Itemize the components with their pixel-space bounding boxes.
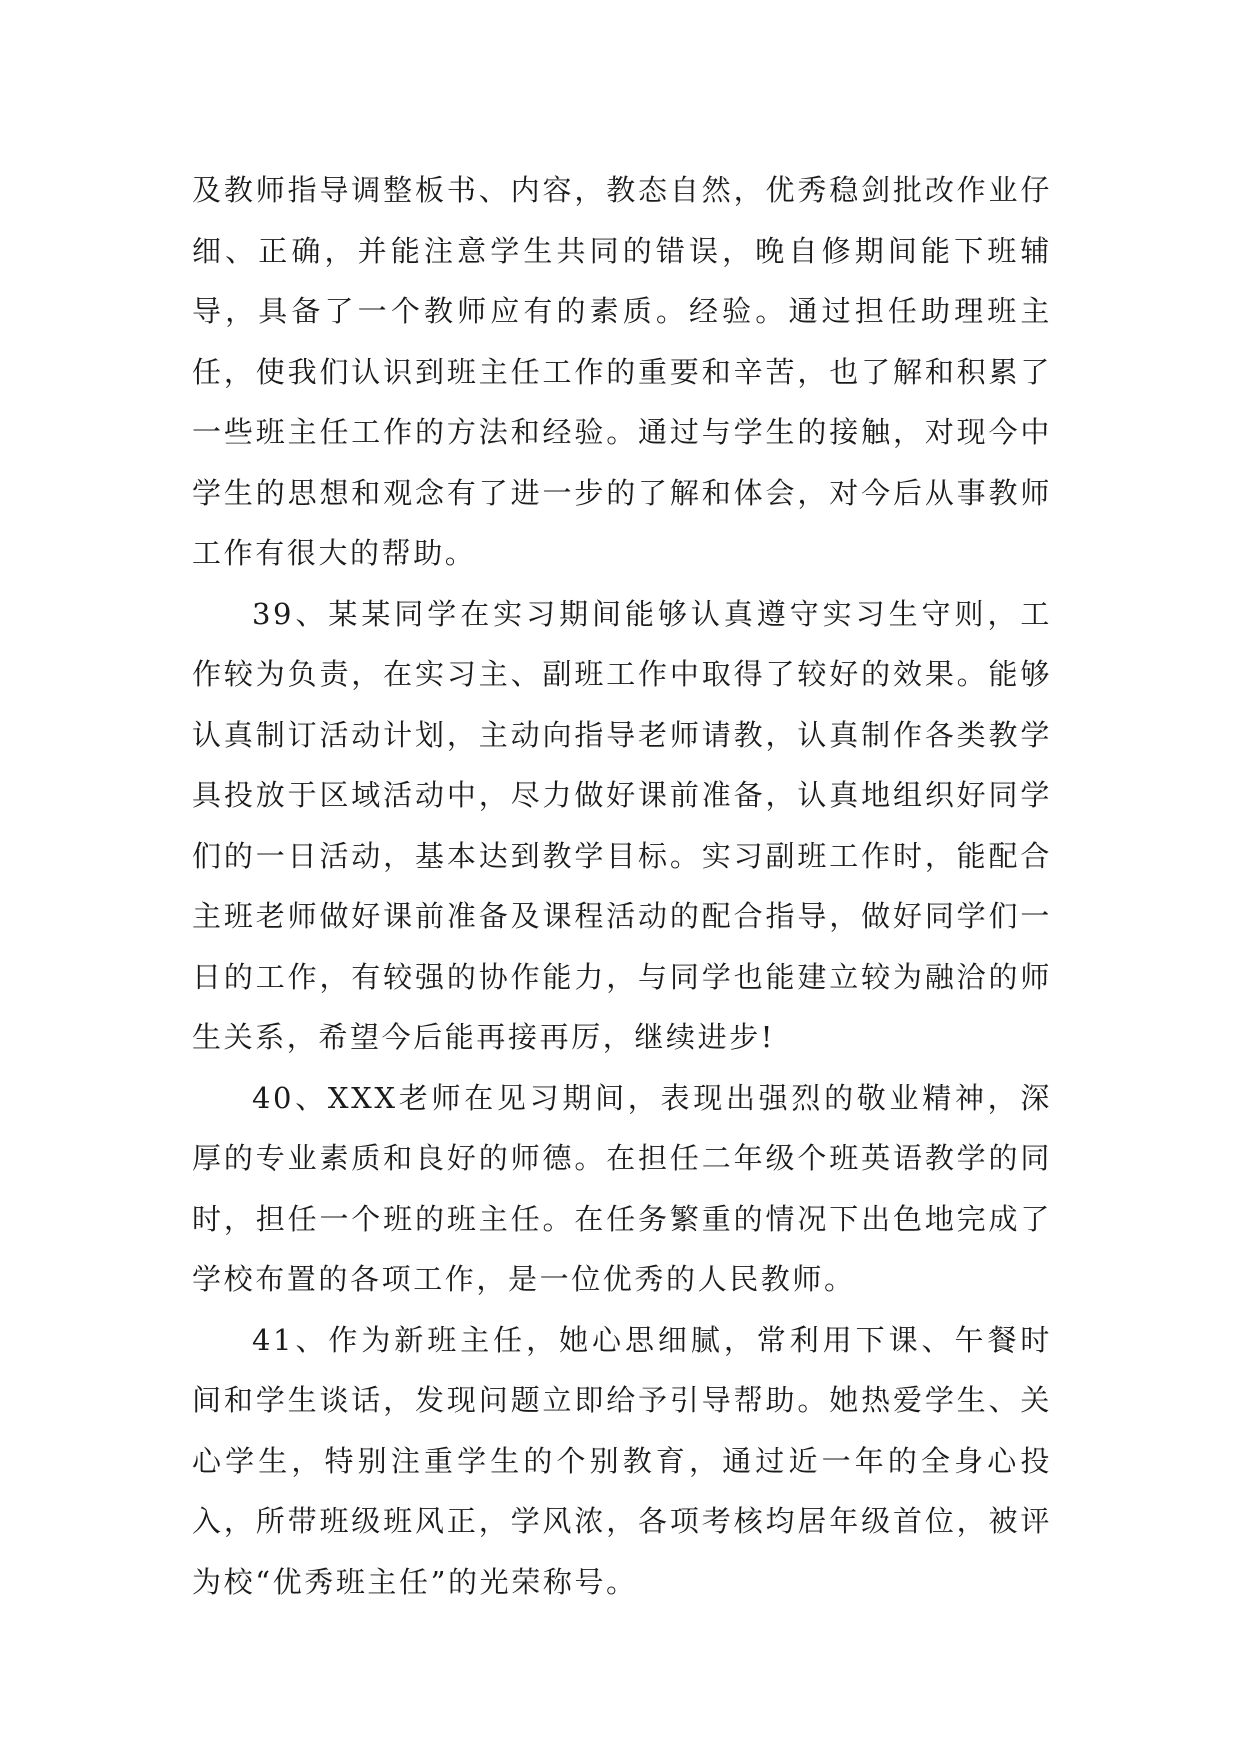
body-text bbox=[192, 160, 1052, 1612]
paragraph-39: 39、某某同学在实习期间能够认真遵守实习生守则，工作较为负责，在实习主、副班工作中取得了较好的效果。能够认真制订活动计划，主动向指导老师请教，认真制作各类教学具投放于区域活动中，尽力做好课前准备，认真地组织好同学们的一日活动，基本达到教学目标。实习副班工作时，能配合主班老师做好课前准备及课程活动的配合指导，做好同学们一日的工作，有较强的协作能力，与同学也能建立较为融洽的师生关系，希望今后能再接再厉，继续进步! bbox=[192, 596, 1052, 1054]
paragraph-41: 41、作为新班主任，她心思细腻，常利用下课、午餐时间和学生谈话，发现问题立即给予引导帮助。她热爱学生、关心学生，特别注重学生的个别教育，通过近一年的全身心投入，所带班级班风正，学风浓，各项考核均居年级首位，被评为校“优秀班主任”的光荣称号。 bbox=[192, 1322, 1052, 1599]
paragraph-40: 40、XXX老师在见习期间，表现出强烈的敬业精神，深厚的专业素质和良好的师德。在担任二年级个班英语教学的同时，担任一个班的班主任。在任务繁重的情况下出色地完成了学校布置的各项工作，是一位优秀的人民教师。 bbox=[192, 1080, 1052, 1296]
paragraph-continuation: 及教师指导调整板书、内容，教态自然，优秀稳剑批改作业仔细、正确，并能注意学生共同的错误，晚自修期间能下班辅导，具备了一个教师应有的素质。经验。通过担任助理班主任，使我们认识到班主任工作的重要和辛苦，也了解和积累了一些班主任工作的方法和经验。通过与学生的接触，对现今中学生的思想和观念有了进一步的了解和体会，对今后从事教师工作有很大的帮助。 bbox=[192, 173, 1052, 570]
